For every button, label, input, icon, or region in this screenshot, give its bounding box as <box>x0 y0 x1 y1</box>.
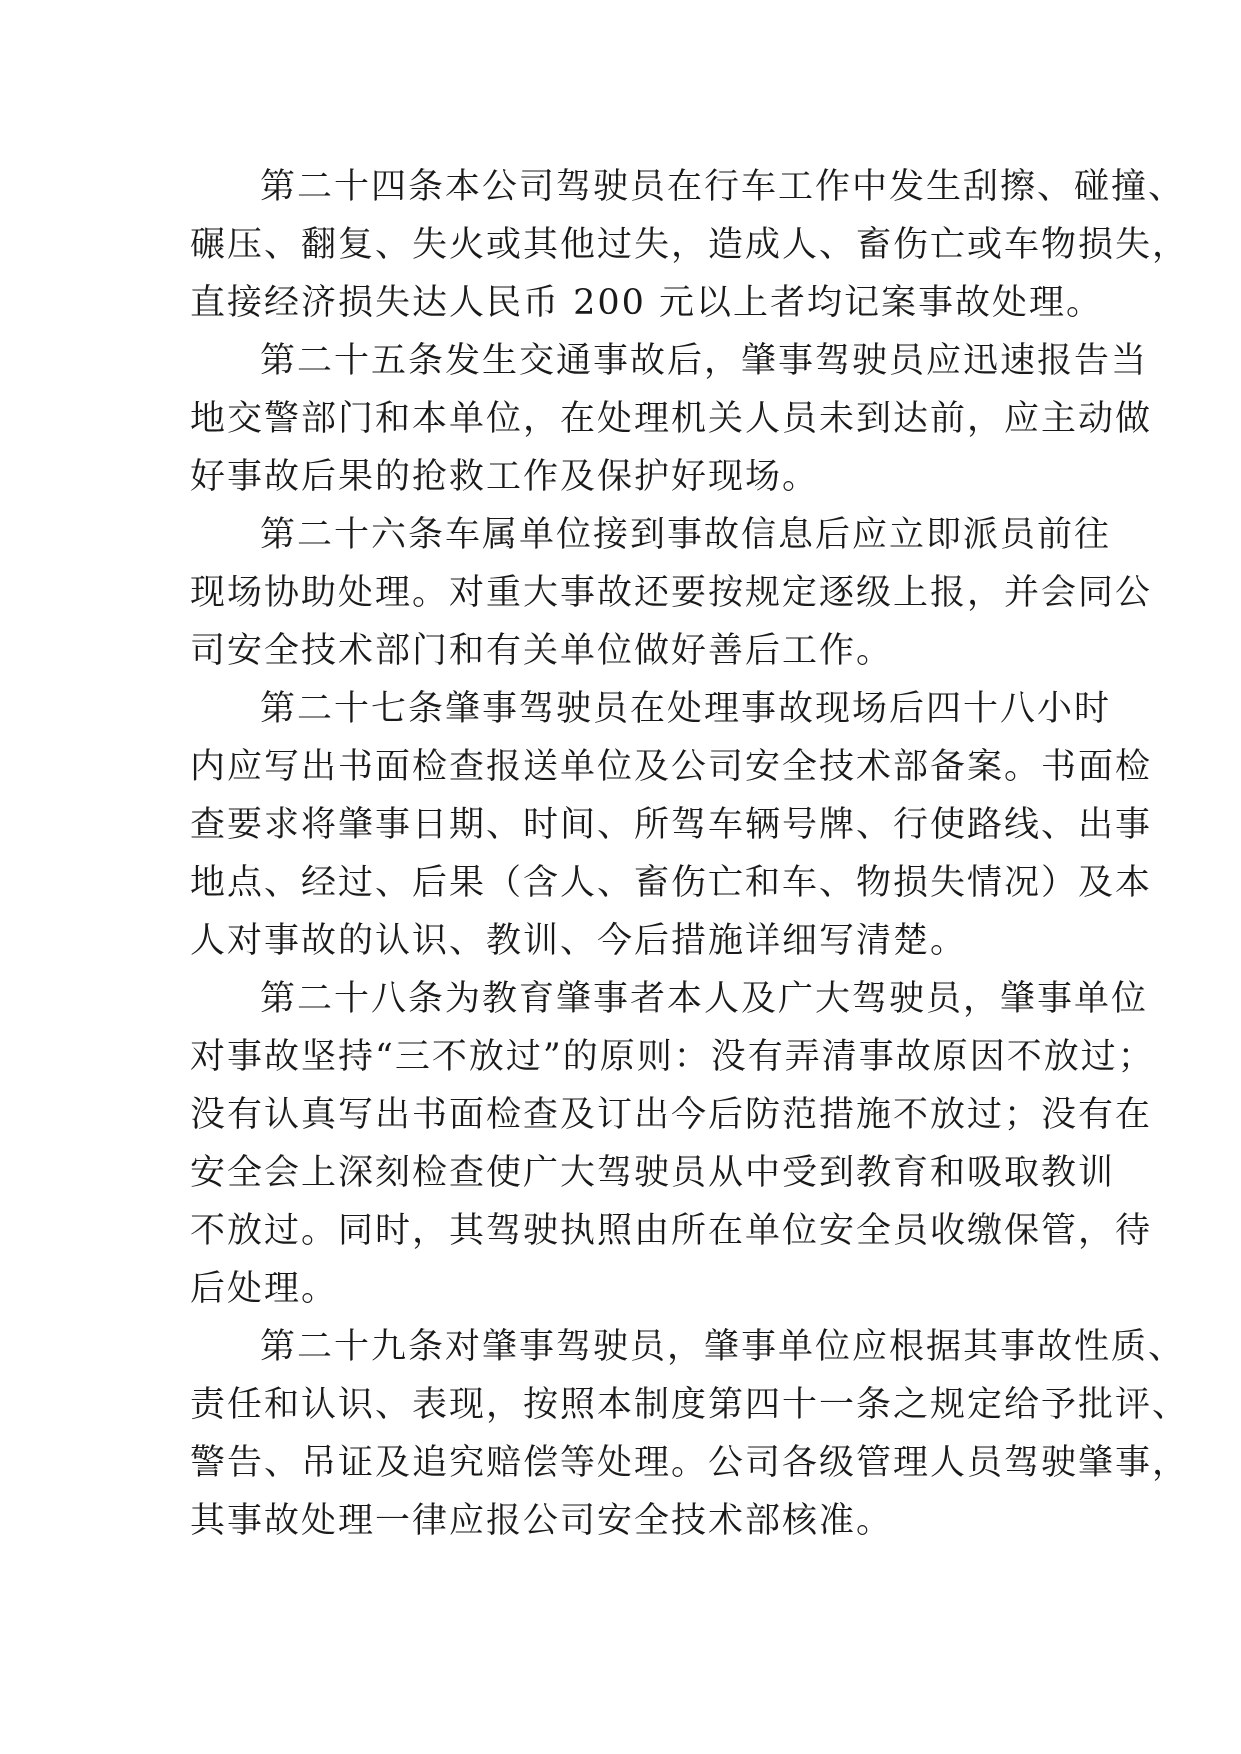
text-line: 第二十九条对肇事驾驶员，肇事单位应根据其事故性质、 <box>260 1327 1186 1367</box>
text-line: 没有认真写出书面检查及订出今后防范措施不放过；没有在 <box>190 1095 1153 1135</box>
paragraph-article-24 <box>190 158 1190 332</box>
paragraph-article-28 <box>190 970 1155 1318</box>
text-line: 责任和认识、表现，按照本制度第四十一条之规定给予批评、 <box>190 1385 1190 1425</box>
text-line: 现场协助处理。对重大事故还要按规定逐级上报，并会同公 <box>190 573 1153 613</box>
text-line: 查要求将肇事日期、时间、所驾车辆号牌、行使路线、出事 <box>190 805 1153 845</box>
document-body <box>190 158 1190 1550</box>
paragraph-article-27 <box>190 680 1153 970</box>
text-line: 第二十五条发生交通事故后，肇事驾驶员应迅速报告当 <box>260 341 1149 381</box>
text-line: 地交警部门和本单位，在处理机关人员未到达前，应主动做 <box>190 399 1153 439</box>
paragraph-article-25 <box>190 332 1153 506</box>
text-line: 警告、吊证及追究赔偿等处理。公司各级管理人员驾驶肇事， <box>190 1443 1190 1483</box>
text-line: 地点、经过、后果（含人、畜伤亡和车、物损失情况）及本 <box>190 863 1153 903</box>
text-line: 第二十七条肇事驾驶员在处理事故现场后四十八小时 <box>260 689 1112 729</box>
text-line: 碾压、翻复、失火或其他过失，造成人、畜伤亡或车物损失， <box>190 225 1190 265</box>
text-line: 第二十四条本公司驾驶员在行车工作中发生刮擦、碰撞、 <box>260 167 1186 207</box>
paragraph-article-26 <box>190 506 1153 680</box>
text-line: 对事故坚持“三不放过”的原则：没有弄清事故原因不放过； <box>190 1037 1155 1077</box>
text-line: 后处理。 <box>190 1269 339 1309</box>
paragraph-article-29 <box>190 1318 1190 1550</box>
text-line: 好事故后果的抢救工作及保护好现场。 <box>190 457 820 497</box>
text-line: 司安全技术部门和有关单位做好善后工作。 <box>190 631 894 671</box>
text-line: 内应写出书面检查报送单位及公司安全技术部备案。书面检 <box>190 747 1153 787</box>
text-line: 直接经济损失达人民币 200 元以上者均记案事故处理。 <box>190 283 1104 323</box>
text-line: 第二十八条为教育肇事者本人及广大驾驶员，肇事单位 <box>260 979 1149 1019</box>
text-line: 人对事故的认识、教训、今后措施详细写清楚。 <box>190 921 968 961</box>
text-line: 其事故处理一律应报公司安全技术部核准。 <box>190 1501 894 1541</box>
text-line: 安全会上深刻检查使广大驾驶员从中受到教育和吸取教训 <box>190 1153 1116 1193</box>
text-line: 第二十六条车属单位接到事故信息后应立即派员前往 <box>260 515 1112 555</box>
text-line: 不放过。同时，其驾驶执照由所在单位安全员收缴保管，待 <box>190 1211 1153 1251</box>
